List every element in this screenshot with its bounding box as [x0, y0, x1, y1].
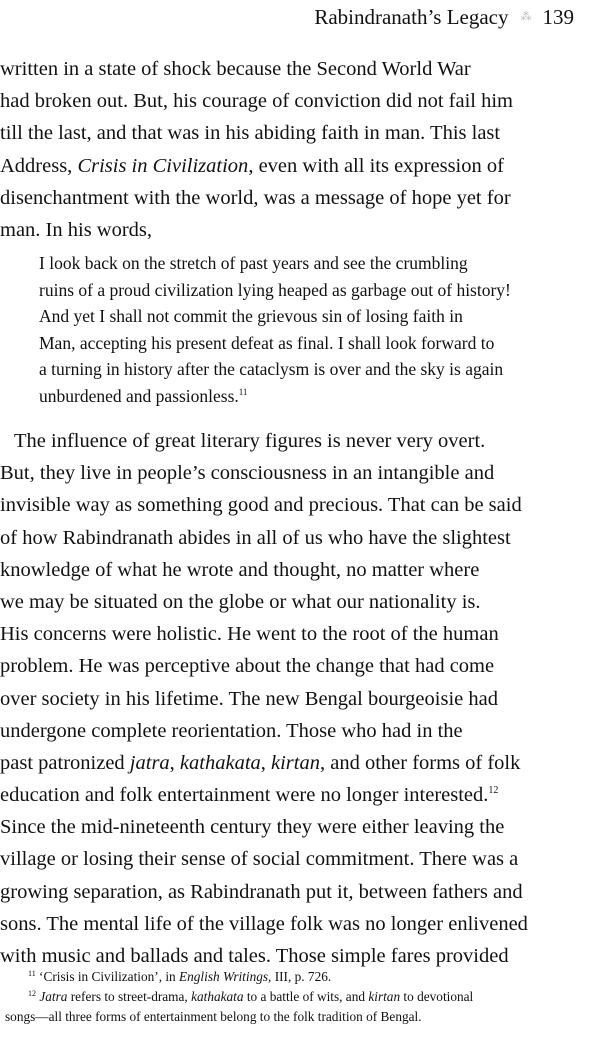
text-line: problem. He was perceptive about the change that had come [0, 655, 495, 678]
text-line: His concerns were holistic. He went to the root of the human [0, 623, 499, 646]
footnote-reference: 12 [488, 785, 499, 797]
text-line: of how Rabindranath abides in all of us who have the slightest [0, 526, 511, 549]
text-line: knowledge of what he wrote and thought, no matter where [0, 558, 480, 581]
text-line: village or losing their sense of social commitment. There was a [0, 848, 519, 871]
text-line: undergone complete reorientation. Those who had in the [0, 719, 463, 742]
text-line: with music and ballads and tales. Those simple fares provided [0, 945, 509, 967]
text-segment: past patronized [0, 751, 130, 774]
footnote-text: ‘Crisis in Civilization’, in [35, 969, 180, 984]
footnote-text: to devotional [400, 989, 474, 1004]
term-italic: kathakata [179, 751, 261, 774]
footnote-term-italic: kirtan [368, 989, 401, 1004]
text-segment: , and other forms of folk [319, 751, 521, 774]
text-line: Since the mid-nineteenth century they were either leaving the [0, 816, 505, 839]
quote-line: a turning in history after the cataclysm is over and the sky is again [39, 359, 504, 380]
quote-text: unburdened and passionless. [39, 385, 239, 406]
term-italic: jatra [129, 751, 170, 774]
footnote-12 [0, 987, 600, 1007]
block-quotation [0, 250, 600, 410]
text-segment: , even with all its expression of [248, 154, 504, 177]
text-segment: , [169, 751, 180, 774]
text-line: invisible way as something good and precious. That can be said [0, 494, 522, 517]
term-italic: kirtan [271, 751, 320, 774]
paragraph-one [0, 53, 600, 246]
quote-line-final [0, 383, 600, 410]
quote-line: And yet I shall not commit the grievous sin of losing faith in [39, 306, 463, 327]
footnote-mark: 11 [28, 969, 36, 978]
decorative-ornament-icon: ⁂ [520, 11, 531, 23]
quote-line: I look back on the stretch of past years and see the crumbling [39, 253, 468, 273]
text-line-first: The influence of great literary figures is never very overt. [14, 430, 486, 452]
text-line: till the last, and that was in his abiding faith in man. This last [0, 122, 501, 145]
paragraph-two [0, 425, 600, 972]
text-segment: , [260, 751, 272, 774]
footnote-term-italic: Jatra [39, 989, 68, 1004]
quote-line: Man, accepting his present defeat as final. I shall look forward to [39, 332, 495, 353]
footnote-text: , III, p. 726. [268, 969, 332, 984]
text-line: sons. The mental life of the village folk was no longer enlivened [0, 912, 528, 935]
footnotes [0, 967, 600, 1027]
text-line-with-title [0, 150, 600, 182]
footnote-12-continued: songs—all three forms of entertainment belong to the folk tradition of Bengal. [5, 1009, 422, 1024]
footnote-term-italic: kathakata [191, 989, 244, 1004]
text-line: had broken out. But, his courage of conviction did not fail him [0, 90, 513, 113]
text-line: growing separation, as Rabindranath put it, between fathers and [0, 880, 523, 903]
text-line: we may be situated on the globe or what our nationality is. [0, 590, 481, 613]
running-head-title: Rabindranath’s Legacy [314, 5, 509, 29]
footnote-text: to a battle of wits, and [243, 989, 369, 1004]
text-line: over society in his lifetime. The new Bengal bourgeoisie had [0, 687, 498, 710]
text-line-with-terms [0, 747, 600, 779]
footnote-reference: 11 [238, 386, 248, 397]
footnote-title-italic: English Writings [179, 969, 269, 984]
title-italic: Crisis in Civilization [77, 154, 249, 177]
text-line: disenchantment with the world, was a message of hope yet for [0, 186, 511, 209]
footnote-text: refers to street-drama, [67, 989, 192, 1004]
page-number: 139 [542, 5, 574, 29]
text-segment: education and folk entertainment were no longer interested. [0, 784, 489, 807]
footnote-mark: 12 [28, 989, 36, 998]
text-line: But, they live in people’s consciousness in an intangible and [0, 462, 495, 485]
running-head [314, 2, 574, 32]
quote-line: ruins of a proud civilization lying heaped as garbage out of history! [39, 279, 511, 300]
footnote-11 [0, 967, 600, 987]
text-line: man. In his words, [0, 218, 153, 241]
text-line-with-note [0, 779, 600, 811]
text-line: written in a state of shock because the Second World War [0, 58, 471, 80]
text-segment: Address, [0, 154, 78, 177]
